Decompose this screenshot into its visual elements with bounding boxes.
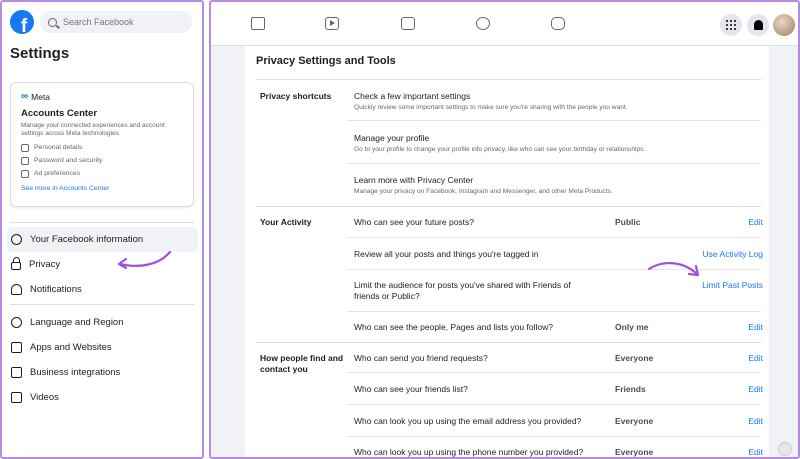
- edit-friends-list-link[interactable]: Edit: [748, 384, 763, 394]
- sidebar-item-label: Apps and Websites: [30, 342, 112, 353]
- bell-icon: [754, 20, 763, 30]
- password-security-item[interactable]: [21, 157, 183, 165]
- home-icon[interactable]: [251, 17, 265, 30]
- password-security-label: Password and security: [34, 157, 103, 165]
- shortcut-description: Manage your privacy on Facebook, Instagram and Messenger, and other Meta Products.: [354, 188, 613, 196]
- shortcut-privacy-center[interactable]: [354, 175, 614, 197]
- lock-icon: [11, 262, 21, 270]
- privacy-settings-page: [209, 0, 800, 459]
- shortcut-title: Check a few important settings: [354, 91, 471, 101]
- shortcut-check-settings[interactable]: [354, 91, 628, 113]
- find-contact-label: How people find and contact you: [260, 353, 344, 375]
- find-row-text: Who can send you friend requests?: [354, 353, 488, 363]
- find-row-value: Everyone: [615, 416, 654, 426]
- sidebar-item-label: Notifications: [30, 284, 82, 295]
- sidebar-item-label: Language and Region: [30, 317, 124, 328]
- sidebar-item-label: Privacy: [29, 259, 61, 270]
- search-icon: [48, 18, 57, 27]
- divider: [347, 237, 761, 238]
- activity-row-text: Who can see your future posts?: [354, 217, 475, 227]
- activity-row-value: Only me: [615, 322, 649, 332]
- sidebar-item-language-region[interactable]: [7, 310, 198, 335]
- globe-icon[interactable]: [778, 442, 792, 456]
- find-row-text: Who can see your friends list?: [354, 384, 468, 394]
- divider: [256, 342, 761, 343]
- find-row-value: Friends: [615, 384, 646, 394]
- sidebar-item-apps-websites[interactable]: [7, 335, 198, 360]
- notifications-button[interactable]: [747, 14, 769, 36]
- sidebar-item-label: Videos: [30, 392, 59, 403]
- section-title: Privacy Settings and Tools: [256, 55, 396, 67]
- id-card-icon: [21, 144, 29, 152]
- limit-past-posts-link[interactable]: Limit Past Posts: [702, 280, 763, 290]
- your-activity-label: Your Activity: [260, 217, 312, 227]
- meta-logo-icon: ∞: [21, 91, 29, 102]
- watch-icon[interactable]: [325, 17, 339, 30]
- facebook-logo-icon[interactable]: f: [10, 10, 34, 34]
- find-row-value: Everyone: [615, 353, 654, 363]
- shortcut-title: Learn more with Privacy Center: [354, 175, 474, 185]
- menu-grid-button[interactable]: [720, 14, 742, 36]
- activity-row-value: Public: [615, 217, 641, 227]
- divider: [347, 404, 761, 405]
- edit-friend-requests-link[interactable]: Edit: [748, 353, 763, 363]
- accounts-center-title: Accounts Center: [21, 108, 98, 119]
- edit-follow-list-link[interactable]: Edit: [748, 322, 763, 332]
- sidebar-item-business-integrations[interactable]: [7, 360, 198, 385]
- accounts-center-card[interactable]: [10, 82, 194, 207]
- accounts-center-description: Manage your connected experiences and account settings across Meta technologies.: [21, 122, 165, 138]
- facebook-circle-icon: [11, 234, 22, 245]
- edit-phone-lookup-link[interactable]: Edit: [748, 447, 763, 457]
- find-row-text: Who can look you up using the phone number you provided?: [354, 447, 584, 457]
- activity-row-text: Who can see the people, Pages and lists you follow?: [354, 322, 553, 332]
- avatar[interactable]: [773, 14, 795, 36]
- bell-icon: [11, 284, 22, 295]
- marketplace-icon[interactable]: [401, 17, 415, 30]
- divider: [256, 79, 761, 80]
- search-input[interactable]: [63, 17, 183, 27]
- divider: [347, 311, 761, 312]
- shortcut-description: Quickly review some important settings to make sure you're sharing with the people you want.: [354, 104, 628, 112]
- edit-email-lookup-link[interactable]: Edit: [748, 416, 763, 426]
- sidebar-item-notifications[interactable]: [7, 277, 198, 302]
- ad-icon: [21, 170, 29, 178]
- personal-details-item[interactable]: [21, 144, 183, 152]
- search-bar[interactable]: [40, 11, 192, 33]
- gaming-icon[interactable]: [551, 17, 565, 30]
- grid-icon: [726, 20, 737, 31]
- divider: [10, 304, 194, 305]
- divider: [347, 120, 761, 121]
- sidebar-item-label: Your Facebook information: [30, 234, 144, 245]
- activity-row-text: Review all your posts and things you're tagged in: [354, 249, 539, 259]
- sidebar-item-label: Business integrations: [30, 367, 121, 378]
- personal-details-label: Personal details: [34, 144, 83, 152]
- activity-row-text: Limit the audience for posts you've shared with Friends of friends or Public?: [354, 280, 571, 302]
- divider: [347, 436, 761, 437]
- annotation-arrow-icon: [114, 248, 174, 272]
- sidebar-item-videos[interactable]: [7, 385, 198, 410]
- find-row-value: Everyone: [615, 447, 654, 457]
- nav-group-secondary: [7, 310, 198, 410]
- video-icon: [11, 392, 22, 403]
- settings-sidebar: [0, 0, 204, 459]
- edit-future-posts-link[interactable]: Edit: [748, 217, 763, 227]
- page-title: Settings: [10, 45, 70, 62]
- shortcut-manage-profile[interactable]: [354, 133, 646, 155]
- divider: [256, 206, 761, 207]
- briefcase-icon: [11, 367, 22, 378]
- cube-icon: [11, 342, 22, 353]
- annotation-arrow-icon: [647, 260, 705, 282]
- top-navigation-bar: [211, 2, 798, 46]
- ad-preferences-label: Ad preferences: [34, 170, 81, 178]
- divider: [347, 372, 761, 373]
- find-row-text: Who can look you up using the email address you provided?: [354, 416, 582, 426]
- accounts-center-link[interactable]: See more in Accounts Center: [21, 184, 110, 192]
- divider: [10, 222, 194, 223]
- privacy-shortcuts-label: Privacy shortcuts: [260, 91, 332, 101]
- groups-icon[interactable]: [476, 17, 490, 30]
- shortcut-title: Manage your profile: [354, 133, 430, 143]
- globe-icon: [11, 317, 22, 328]
- use-activity-log-link[interactable]: Use Activity Log: [702, 249, 763, 259]
- ad-preferences-item[interactable]: [21, 170, 183, 178]
- privacy-settings-card: [245, 46, 769, 459]
- shortcut-description: Go to your profile to change your profile info privacy, like who can see your birthday or relationships.: [354, 146, 646, 154]
- shield-icon: [21, 157, 29, 165]
- divider: [347, 163, 761, 164]
- meta-brand-label: Meta: [31, 91, 51, 102]
